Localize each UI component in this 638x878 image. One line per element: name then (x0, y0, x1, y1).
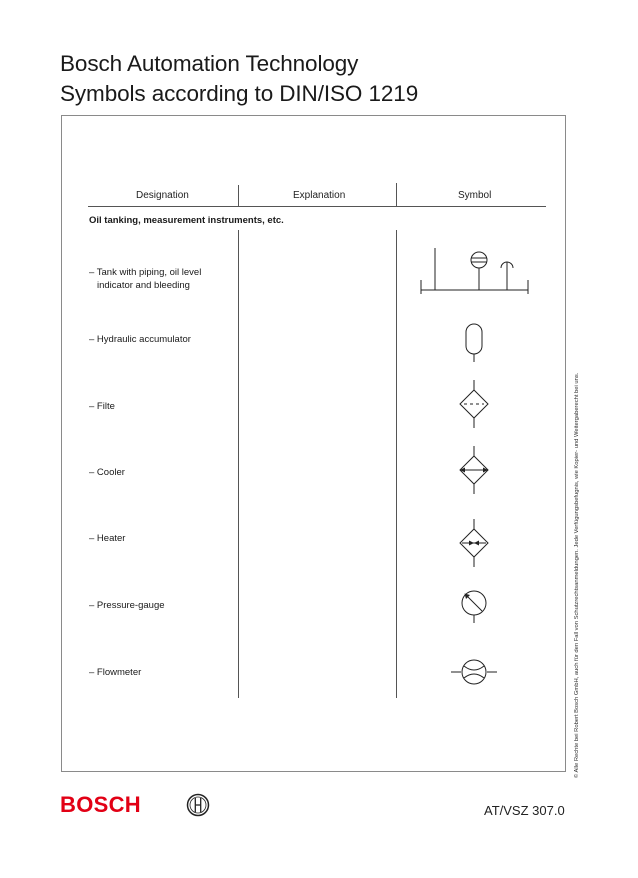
cooler-symbol-icon (456, 444, 492, 496)
row-label-cooler: – Cooler (89, 467, 125, 478)
row-label-filter: – Filte (89, 401, 115, 412)
title-line-2: Symbols according to DIN/ISO 1219 (60, 81, 419, 106)
tank-symbol-icon (415, 242, 535, 298)
title-line-1: Bosch Automation Technology (60, 51, 359, 76)
header-rule (88, 206, 546, 207)
document-number: AT/VSZ 307.0 (484, 803, 565, 818)
brand-wordmark: BOSCH (60, 792, 141, 817)
column-divider-header-1 (238, 185, 239, 206)
bosch-armature-logo-icon (186, 793, 210, 817)
row-label-accumulator: – Hydraulic accumulator (89, 334, 191, 345)
row-label-tank: – Tank with piping, oil level indicator and bleeding (89, 267, 202, 291)
pressure-gauge-symbol-icon (456, 585, 492, 625)
header-symbol: Symbol (458, 190, 492, 201)
heater-symbol-icon (456, 517, 492, 569)
accumulator-symbol-icon (462, 318, 486, 364)
filter-symbol-icon (456, 378, 492, 430)
column-divider-1 (238, 230, 239, 698)
row-label-pressure-gauge: – Pressure-gauge (89, 600, 165, 611)
copyright-note: © Alle Rechte bei Robert Bosch GmbH, auch für den Fall von Schutzrechtsanmeldungen. Jede Verfügungsbefugnis, wie Kopier- und Weitergaberecht bei uns. (574, 372, 580, 778)
header-explanation: Explanation (293, 190, 346, 201)
header-designation: Designation (136, 190, 189, 201)
flowmeter-symbol-icon (449, 656, 499, 688)
column-divider-2 (396, 230, 397, 698)
row-label-heater: – Heater (89, 533, 126, 544)
column-divider-header-2 (396, 183, 397, 206)
row-label-flowmeter: – Flowmeter (89, 667, 142, 678)
section-heading: Oil tanking, measurement instruments, etc. (89, 215, 284, 226)
